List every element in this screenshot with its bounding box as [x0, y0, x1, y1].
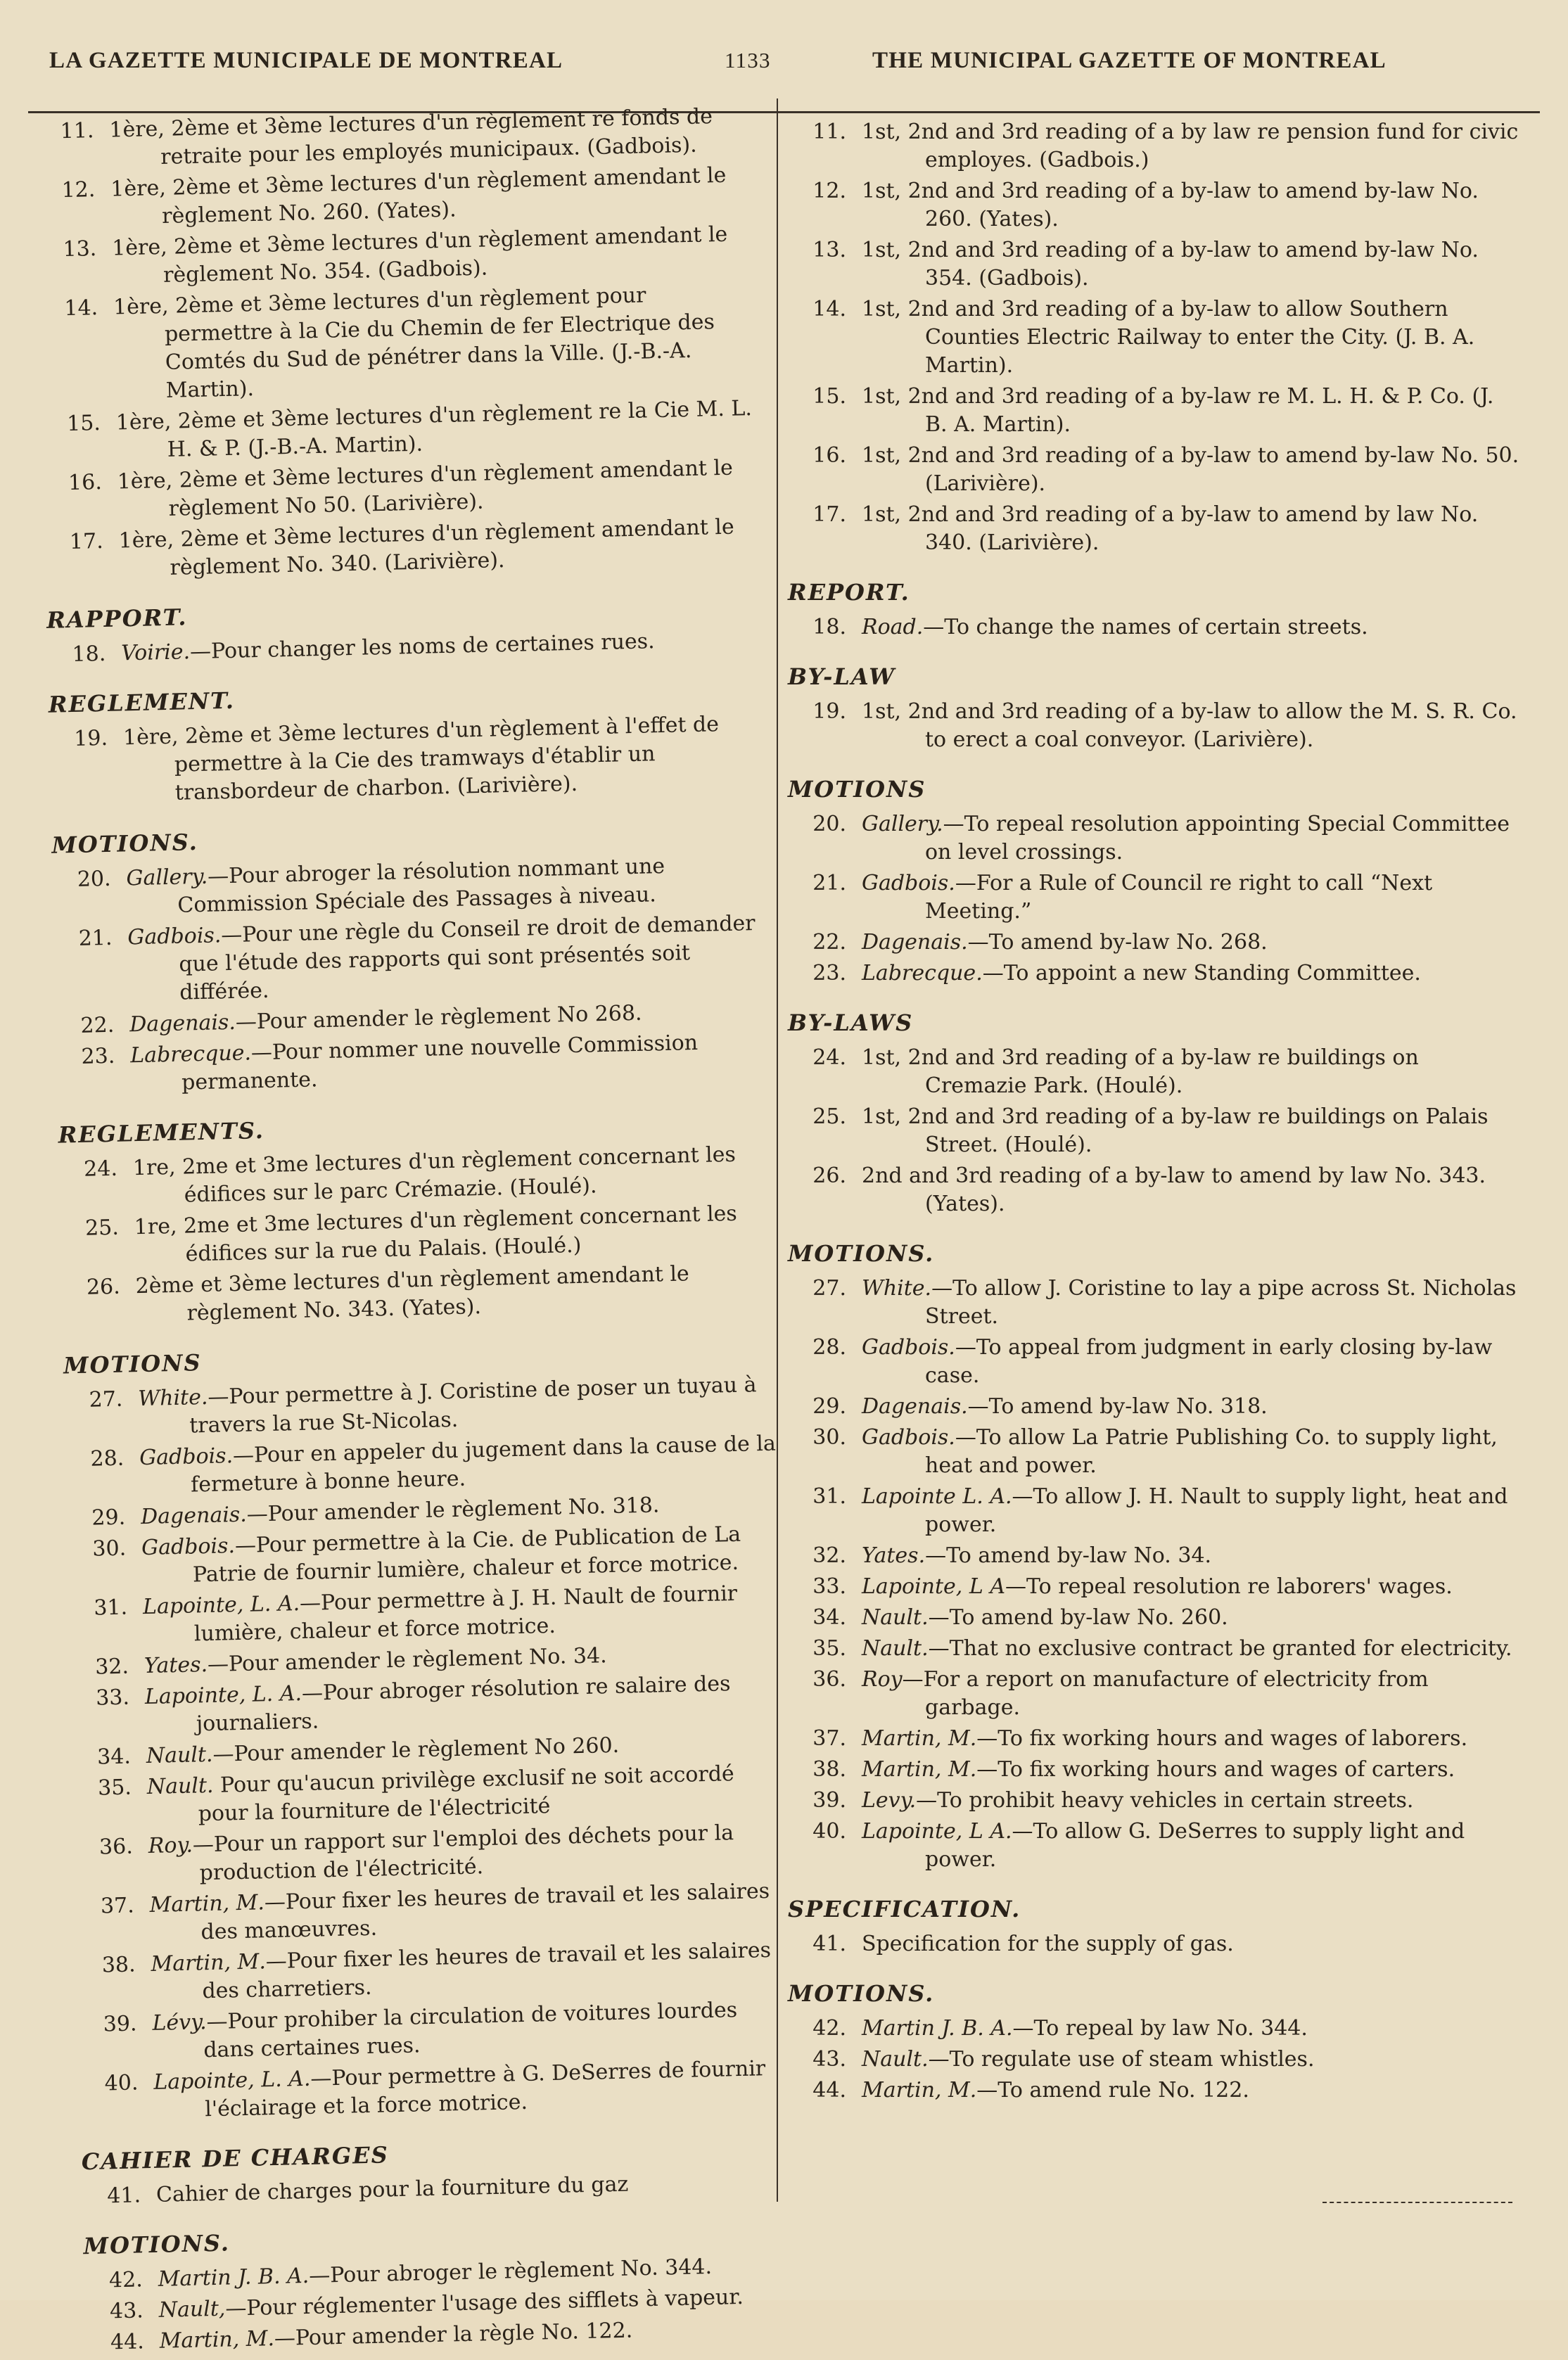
item-text: [121, 625, 758, 668]
item-number: 22.: [812, 930, 846, 955]
item-text: [862, 1573, 1519, 1601]
item-body: —Pour fixer les heures de travail et les salaires des manœuvres.: [200, 1878, 770, 1945]
agenda-item: [49, 710, 761, 810]
agenda-item: [788, 1044, 1519, 1100]
councillor-name: Gadbois.: [862, 1425, 955, 1450]
section-heading: MOTIONS.: [83, 2229, 231, 2260]
item-body: 2ème et 3ème lectures d'un règlement amendant le règlement No. 343. (Yates).: [135, 1261, 690, 1326]
item-number: 37.: [100, 1893, 135, 1919]
item-body: —To amend by-law No. 268.: [967, 930, 1268, 955]
agenda-item: [788, 236, 1519, 293]
councillor-name: Martin, M.: [151, 1949, 267, 1977]
item-text: [862, 929, 1519, 957]
item-body: —To regulate use of steam whistles.: [928, 2047, 1315, 2072]
item-body: —To repeal resolution appointing Special Committee on level crossings.: [925, 812, 1510, 865]
item-body: 1ère, 2ème et 3ème lectures d'un règlement pour permettre à la Cie du Chemin de fer Electrique des Comtés du Sud de pénétrer dans la Ville. (J.-B.-A. Martin).: [113, 283, 715, 403]
councillor-name: Roy: [862, 1667, 903, 1692]
item-text: [112, 220, 750, 291]
item-number: 17.: [812, 502, 846, 527]
item-number: 35.: [97, 1775, 132, 1801]
english-column: [788, 118, 1519, 2107]
agenda-item: [788, 613, 1519, 642]
item-number: 43.: [109, 2298, 144, 2324]
item-body: —Pour un rapport sur l'emploi des déchets pour la production de l'électricité.: [192, 1820, 734, 1886]
item-number: 35.: [812, 1636, 846, 1661]
agenda-item: [788, 383, 1519, 439]
item-text: [862, 1393, 1519, 1421]
item-body: —To fix working hours and wages of laborers.: [976, 1726, 1468, 1751]
item-number: 32.: [94, 1654, 129, 1680]
agenda-item: [788, 1483, 1519, 1539]
item-text: [862, 2015, 1519, 2043]
item-text: [862, 177, 1519, 234]
item-text: [862, 1103, 1519, 1159]
councillor-name: Nault.: [862, 2047, 929, 2072]
item-text: [862, 1930, 1519, 1958]
item-number: 12.: [61, 177, 96, 203]
councillor-name: Nault.: [862, 1636, 929, 1661]
councillor-name: Labrecque.: [862, 961, 983, 986]
item-number: 41.: [812, 1932, 846, 1956]
item-text: [862, 959, 1519, 988]
item-number: 13.: [63, 236, 97, 262]
header-title-english: THE MUNICIPAL GAZETTE OF MONTREAL: [872, 48, 1387, 73]
item-body: —Pour amender le règlement No. 34.: [207, 1643, 607, 1678]
councillor-name: Lévy.: [152, 2010, 207, 2036]
item-number: 23.: [81, 1043, 115, 1069]
item-body: 1ère, 2ème et 3ème lectures d'un règlement amendant le règlement No. 260. (Yates).: [110, 162, 727, 229]
agenda-item: [788, 1334, 1519, 1390]
item-body: 1st, 2nd and 3rd reading of a by-law to amend by-law No. 50. (Larivière).: [862, 443, 1519, 496]
header-title-french: LA GAZETTE MUNICIPALE DE MONTREAL: [49, 48, 563, 73]
councillor-name: Nault.: [862, 1605, 929, 1630]
councillor-name: Martin, M.: [149, 1890, 265, 1918]
item-number: 42.: [812, 2016, 846, 2041]
agenda-item: [53, 910, 765, 1010]
agenda-item: [788, 698, 1519, 754]
agenda-item: [788, 1756, 1519, 1784]
item-text: [862, 1666, 1519, 1722]
item-number: 26.: [86, 1274, 121, 1300]
agenda-item: [788, 810, 1519, 867]
agenda-item: [788, 1787, 1519, 1815]
agenda-item: [788, 1103, 1519, 1159]
item-body: —Pour abroger résolution re salaire des journaliers.: [196, 1671, 731, 1737]
item-body: 1ère, 2ème et 3ème lectures d'un règlement amendant le règlement No. 340. (Larivière).: [118, 514, 735, 580]
item-number: 36.: [812, 1667, 846, 1692]
item-body: 1st, 2nd and 3rd reading of a by-law to amend by law No. 340. (Larivière).: [862, 502, 1479, 555]
item-body: —To change the names of certain streets.: [923, 615, 1368, 639]
councillor-name: Dagenais.: [862, 930, 968, 955]
item-number: 31.: [93, 1595, 128, 1621]
item-body: —To repeal resolution re laborers' wages.: [1005, 1574, 1453, 1599]
item-number: 23.: [812, 961, 846, 986]
item-number: 30.: [92, 1536, 127, 1562]
item-text: [862, 698, 1519, 754]
item-text: [862, 1787, 1519, 1815]
item-number: 43.: [812, 2047, 846, 2072]
item-body: 1st, 2nd and 3rd reading of a by-law to amend by-law No. 260. (Yates).: [862, 179, 1479, 231]
item-number: 16.: [68, 469, 103, 496]
item-body: —To fix working hours and wages of carters.: [976, 1757, 1455, 1782]
end-rule: [1322, 2202, 1512, 2205]
item-number: 20.: [77, 866, 111, 892]
item-body: —For a report on manufacture of electricity from garbage.: [902, 1667, 1429, 1720]
councillor-name: White.: [862, 1276, 932, 1301]
item-number: 15.: [66, 411, 101, 437]
section-heading: REGLEMENTS.: [58, 1116, 265, 1149]
item-body: —Pour en appeler du jugement dans la cause de la fermeture à bonne heure.: [190, 1431, 777, 1498]
item-body: —Pour amender le règlement No 268.: [235, 1000, 642, 1035]
item-body: —Pour permettre à la Cie. de Publication de La Patrie de fournir lumière, chaleur et force motrice.: [192, 1522, 741, 1588]
item-number: 25.: [84, 1215, 120, 1241]
item-text: [143, 1579, 781, 1650]
item-number: 19.: [73, 725, 108, 751]
item-number: 11.: [60, 118, 94, 144]
item-body: —Pour permettre à G. DeSerres de fournir l'éclairage et la force motrice.: [204, 2056, 766, 2122]
agenda-item: [788, 1573, 1519, 1601]
item-number: 24.: [812, 1045, 846, 1070]
item-number: 13.: [812, 238, 846, 262]
item-number: 24.: [83, 1156, 118, 1182]
item-text: [145, 1669, 783, 1740]
item-body: —Pour amender le règlement No 260.: [212, 1733, 620, 1767]
councillor-name: Road.: [862, 615, 924, 639]
item-body: 1st, 2nd and 3rd reading of a by-law to allow the M. S. R. Co. to erect a coal conveyor. (Larivière).: [862, 699, 1517, 752]
item-number: 33.: [95, 1685, 130, 1711]
agenda-item: [39, 279, 752, 408]
agenda-item: [788, 2015, 1519, 2043]
item-body: —Pour permettre à J. Coristine de poser un tuyau à travers la rue St-Nicolas.: [189, 1372, 757, 1439]
item-number: 41.: [106, 2183, 141, 2209]
councillor-name: Martin J. B. A.: [862, 2016, 1013, 2041]
item-text: [862, 1334, 1519, 1390]
agenda-item: [788, 1725, 1519, 1753]
councillor-name: Gallery.: [862, 812, 943, 836]
item-text: [152, 1995, 790, 2066]
item-number: 21.: [812, 871, 846, 895]
councillor-name: Gadbois.: [862, 871, 955, 895]
item-text: [127, 910, 765, 1009]
councillor-name: Gadbois.: [141, 1533, 236, 1561]
councillor-name: Yates.: [144, 1652, 208, 1679]
agenda-item: [788, 1162, 1519, 1218]
item-body: 2nd and 3rd reading of a by-law to amend by law No. 343. (Yates).: [862, 1163, 1486, 1216]
agenda-item: [788, 1635, 1519, 1663]
councillor-name: Gallery.: [126, 864, 208, 891]
item-text: [862, 236, 1519, 293]
item-body: —For a Rule of Council re right to call “Next Meeting.”: [925, 871, 1433, 924]
item-body: —To amend by-law No. 34.: [925, 1543, 1212, 1568]
item-text: [126, 850, 764, 921]
item-text: [862, 613, 1519, 642]
agenda-item: [788, 442, 1519, 498]
item-number: 38.: [101, 1952, 136, 1978]
item-text: [149, 1877, 787, 1948]
section-heading: CAHIER DE CHARGES: [81, 2141, 390, 2176]
item-text: [146, 1759, 784, 1830]
item-number: 26.: [812, 1163, 846, 1188]
councillor-name: Levy.: [862, 1788, 917, 1813]
councillor-name: Martin, M.: [159, 2326, 275, 2354]
councillor-name: Gadbois.: [862, 1335, 955, 1360]
item-text: [135, 1258, 773, 1329]
item-number: 21.: [78, 925, 113, 951]
agenda-item: [788, 295, 1519, 380]
item-body: —Pour changer les noms de certaines rues.: [189, 629, 656, 665]
agenda-item: [788, 1930, 1519, 1958]
agenda-item: [788, 118, 1519, 174]
item-number: 14.: [64, 295, 98, 321]
section-heading: MOTIONS.: [788, 1240, 935, 1267]
item-body: —To appoint a new Standing Committee.: [982, 961, 1421, 986]
councillor-name: Gadbois.: [139, 1443, 234, 1471]
item-text: [132, 1140, 770, 1211]
item-body: —To repeal by law No. 344.: [1012, 2016, 1308, 2041]
item-text: [862, 501, 1519, 557]
item-text: [117, 454, 755, 525]
item-number: 12.: [812, 179, 846, 203]
item-body: 1st, 2nd and 3rd reading of a by-law to allow Southern Counties Electric Railway to enter the City. (J. B. A. Martin).: [862, 297, 1475, 378]
councillor-name: Martin J. B. A.: [158, 2263, 310, 2292]
item-text: [123, 710, 761, 809]
agenda-item: [788, 1275, 1519, 1331]
section-heading: SPECIFICATION.: [788, 1896, 1021, 1922]
item-text: [115, 395, 753, 466]
item-body: 1ère, 2ème et 3ème lectures d'un règlement amendant le règlement No 50. (Larivière).: [117, 455, 734, 521]
section-heading: MOTIONS: [63, 1349, 202, 1379]
item-number: 37.: [812, 1726, 846, 1751]
section-heading: MOTIONS.: [51, 829, 199, 859]
item-number: 27.: [89, 1386, 123, 1412]
item-text: [862, 1162, 1519, 1218]
agenda-item: [788, 1604, 1519, 1632]
item-number: 33.: [812, 1574, 846, 1599]
item-number: 44.: [110, 2329, 145, 2355]
item-body: —To amend rule No. 122.: [976, 2078, 1249, 2103]
item-text: [153, 2054, 791, 2125]
section-heading: BY-LAW: [788, 663, 896, 690]
item-number: 42.: [108, 2267, 144, 2293]
councillor-name: Dagenais.: [129, 1009, 236, 1038]
item-number: 40.: [104, 2070, 139, 2096]
agenda-item: [788, 501, 1519, 557]
item-number: 38.: [812, 1757, 846, 1782]
item-text: [862, 1635, 1519, 1663]
section-heading: MOTIONS: [788, 776, 926, 803]
councillor-name: Dagenais.: [140, 1502, 248, 1530]
item-text: [138, 1371, 776, 1442]
item-body: 1st, 2nd and 3rd reading of a by-law re M. L. H. & P. Co. (J. B. A. Martin).: [862, 384, 1494, 437]
item-body: 1st, 2nd and 3rd reading of a by-law re buildings on Palais Street. (Houlé).: [862, 1104, 1489, 1157]
councillor-name: Lapointe, L A.: [862, 1819, 1012, 1844]
councillor-name: Nault.: [146, 1742, 213, 1769]
agenda-item: [788, 1424, 1519, 1480]
item-text: [862, 2046, 1519, 2074]
councillor-name: Labrecque.: [129, 1040, 252, 1069]
councillor-name: Roy.: [148, 1832, 193, 1858]
item-text: [130, 1028, 768, 1099]
item-number: 28.: [90, 1446, 125, 1472]
item-body: —Pour nommer une nouvelle Commission permanente.: [181, 1030, 699, 1095]
item-number: 20.: [812, 812, 846, 836]
agenda-item: [788, 869, 1519, 926]
item-number: 39.: [812, 1788, 846, 1813]
item-body: —Pour fixer les heures de travail et les salaires des charretiers.: [202, 1937, 772, 2004]
councillor-name: Lapointe L. A.: [862, 1484, 1012, 1509]
item-number: 15.: [812, 384, 846, 409]
item-text: [862, 118, 1519, 174]
item-number: 29.: [91, 1505, 126, 1531]
item-body: —Pour abroger le règlement No. 344.: [308, 2254, 713, 2288]
councillor-name: Lapointe, L. A.: [144, 1680, 302, 1710]
item-body: —Pour permettre à J. H. Nault de fournir lumière, chaleur et force motrice.: [193, 1581, 738, 1647]
item-number: 31.: [812, 1484, 846, 1509]
councillor-name: Nault.: [146, 1773, 214, 1800]
item-text: [118, 513, 756, 584]
councillor-name: Dagenais.: [862, 1394, 968, 1419]
item-body: 1ère, 2ème et 3ème lectures d'un règlement re la Cie M. L. H. & P. (J.-B.-A. Martin).: [115, 395, 753, 462]
section-heading: REPORT.: [788, 579, 910, 606]
item-text: [862, 1604, 1519, 1632]
item-text: [862, 1483, 1519, 1539]
item-text: [139, 1430, 777, 1501]
item-body: Cahier de charges pour la fourniture du gaz: [155, 2171, 629, 2207]
item-body: —To allow G. DeSerres to supply light and power.: [925, 1819, 1465, 1872]
item-text: [862, 383, 1519, 439]
item-body: —To prohibit heavy vehicles in certain streets.: [916, 1788, 1414, 1813]
agenda-item: [788, 1666, 1519, 1722]
item-number: 36.: [98, 1834, 134, 1860]
item-text: [151, 1936, 789, 2007]
item-number: 17.: [69, 528, 104, 555]
item-text: [862, 1044, 1519, 1100]
item-number: 29.: [812, 1394, 846, 1419]
item-text: [141, 1520, 779, 1591]
agenda-item: [788, 959, 1519, 988]
councillor-name: Yates.: [862, 1543, 926, 1568]
councillor-name: Lapointe, L A: [862, 1574, 1005, 1599]
agenda-item: [788, 1542, 1519, 1570]
page-number: 1133: [725, 48, 771, 72]
agenda-item: [788, 1818, 1519, 1874]
section-heading: BY-LAWS: [788, 1009, 914, 1036]
item-text: [862, 1424, 1519, 1480]
item-number: 19.: [812, 699, 846, 724]
item-number: 40.: [812, 1819, 846, 1844]
item-text: [862, 1725, 1519, 1753]
councillor-name: White.: [137, 1384, 208, 1412]
item-body: —Pour amender le règlement No. 318.: [246, 1493, 660, 1527]
item-body: —Pour réglementer l'usage des sifflets à vapeur.: [224, 2284, 744, 2321]
item-number: 28.: [812, 1335, 846, 1360]
item-body: —Pour abroger la résolution nommant une Commission Spéciale des Passages à niveau.: [177, 853, 665, 918]
agenda-item: [788, 2077, 1519, 2105]
item-body: —Pour amender la règle No. 122.: [274, 2318, 633, 2352]
french-column: [35, 102, 796, 2360]
item-text: [862, 295, 1519, 380]
item-number: 30.: [812, 1425, 846, 1450]
item-number: 32.: [812, 1543, 846, 1568]
councillor-name: Lapointe, L. A.: [153, 2066, 311, 2095]
item-body: 1st, 2nd and 3rd reading of a by-law re buildings on Cremazie Park. (Houlé).: [862, 1045, 1419, 1098]
item-text: [862, 1542, 1519, 1570]
item-body: 1ère, 2ème et 3ème lectures d'un règlement à l'effet de permettre à la Cie des tramways d'établir un transbordeur de charbon. (Larivière).: [122, 712, 720, 805]
item-number: 18.: [812, 615, 846, 639]
item-number: 18.: [72, 641, 106, 667]
councillor-name: Martin, M.: [862, 1757, 977, 1782]
item-text: [862, 1275, 1519, 1331]
item-number: 44.: [812, 2078, 846, 2103]
item-number: 16.: [812, 443, 846, 468]
item-body: —To appeal from judgment in early closing by-law case.: [925, 1335, 1493, 1388]
item-text: [862, 1756, 1519, 1784]
item-body: —That no exclusive contract be granted for electricity.: [928, 1636, 1512, 1661]
item-number: 39.: [103, 2011, 137, 2037]
item-number: 22.: [80, 1012, 115, 1038]
section-heading: REGLEMENT.: [48, 687, 236, 718]
item-number: 34.: [812, 1605, 846, 1630]
item-body: 1st, 2nd and 3rd reading of a by law re pension fund for civic employes. (Gadbois.): [862, 120, 1519, 172]
item-text: [862, 1818, 1519, 1874]
councillor-name: Martin, M.: [862, 2078, 977, 2103]
item-text: [113, 279, 752, 406]
agenda-item: [788, 177, 1519, 234]
item-number: 11.: [812, 120, 846, 144]
item-text: [110, 161, 748, 232]
item-number: 14.: [812, 297, 846, 321]
item-text: [156, 2167, 793, 2209]
item-body: 1st, 2nd and 3rd reading of a by-law to amend by-law No. 354. (Gadbois).: [862, 238, 1479, 291]
item-text: [862, 442, 1519, 498]
item-body: Specification for the supply of gas.: [862, 1932, 1234, 1956]
councillor-name: Nault,: [158, 2296, 226, 2323]
agenda-item: [788, 929, 1519, 957]
item-body: Pour qu'aucun privilège exclusif ne soit accordé pour la fourniture de l'électricité: [198, 1761, 735, 1827]
item-number: 27.: [812, 1276, 846, 1301]
councillor-name: Lapointe, L. A.: [142, 1591, 300, 1620]
item-body: 1re, 2me et 3me lectures d'un règlement concernant les édifices sur la rue du Palais. (Houlé.): [134, 1201, 738, 1267]
item-body: —To amend by-law No. 260.: [928, 1605, 1228, 1630]
councillor-name: Martin, M.: [862, 1726, 977, 1751]
item-body: —To amend by-law No. 318.: [967, 1394, 1268, 1419]
item-text: [148, 1818, 786, 1889]
item-body: 1re, 2me et 3me lectures d'un règlement concernant les édifices sur le parc Crémazie. (Houlé).: [132, 1142, 737, 1208]
item-text: [862, 2077, 1519, 2105]
item-body: —Pour une règle du Conseil re droit de demander que l'étude des rapports qui sont présentés soit différée.: [178, 911, 756, 1005]
item-number: 25.: [812, 1104, 846, 1129]
item-text: [134, 1199, 772, 1270]
councillor-name: Voirie.: [120, 639, 191, 666]
agenda-item: [788, 2046, 1519, 2074]
item-text: [862, 810, 1519, 867]
agenda-item: [788, 1393, 1519, 1421]
item-text: [862, 869, 1519, 926]
councillor-name: Gadbois.: [127, 923, 222, 950]
item-number: 34.: [96, 1744, 132, 1770]
item-body: —To allow J. H. Nault to supply light, heat and power.: [925, 1484, 1508, 1537]
item-body: —To allow J. Coristine to lay a pipe across St. Nicholas Street.: [925, 1276, 1517, 1329]
section-heading: RAPPORT.: [46, 604, 188, 634]
item-body: —To allow La Patrie Publishing Co. to supply light, heat and power.: [925, 1425, 1498, 1478]
section-heading: MOTIONS.: [788, 1980, 935, 2007]
item-body: —Pour prohiber la circulation de voitures lourdes dans certaines rues.: [203, 1998, 738, 2063]
item-body: 1ère, 2ème et 3ème lectures d'un règlement re fonds de retraite pour les employés municipaux. (Gadbois).: [109, 104, 713, 170]
item-body: 1ère, 2ème et 3ème lectures d'un règlement amendant le règlement No. 354. (Gadbois).: [111, 222, 728, 288]
